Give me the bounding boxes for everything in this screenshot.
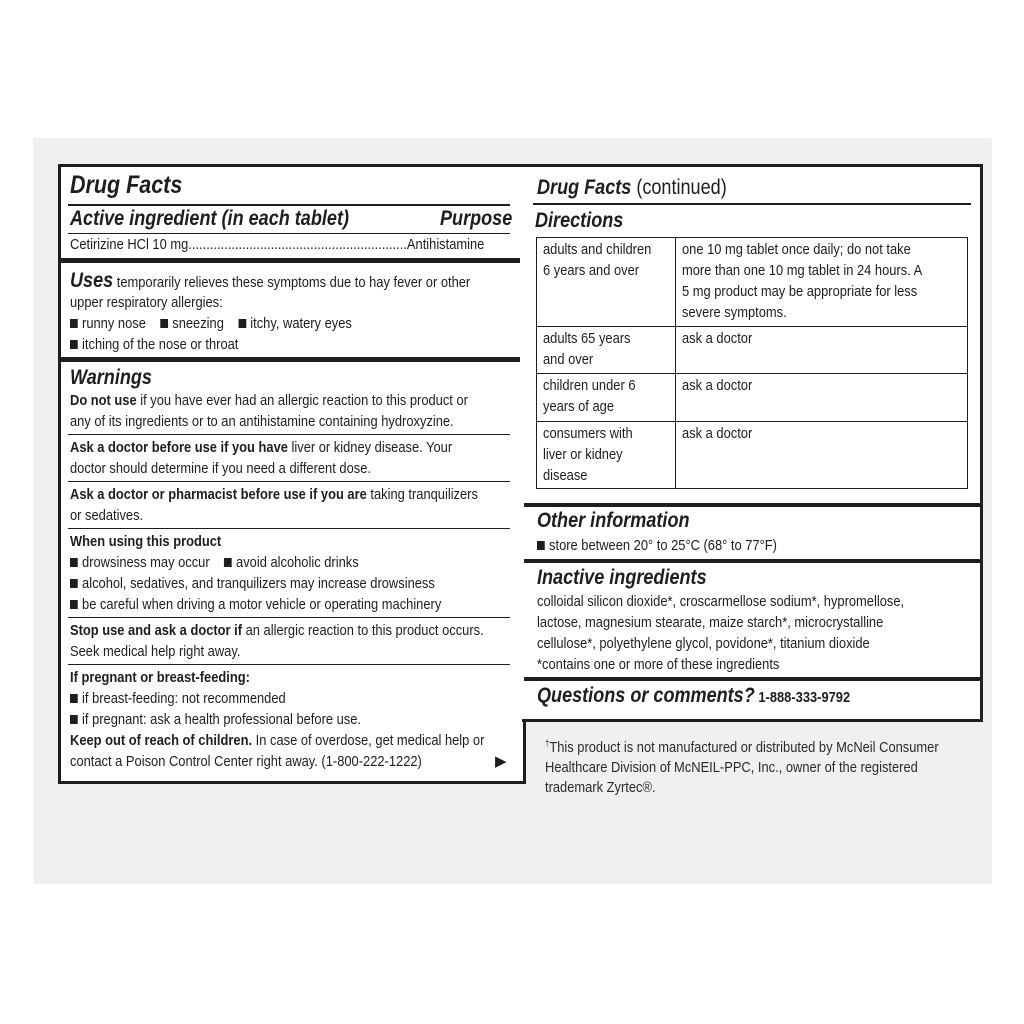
trademark-footnote: †This product is not manufactured or distributed by McNeil Consumer Healthcare Division of McNEIL-PPC, Inc., owner of the registered trademark Zyrtec®. bbox=[545, 738, 939, 796]
table-cell: adults 65 years and over bbox=[537, 327, 676, 374]
list-item: itching of the nose or throat bbox=[82, 336, 239, 353]
list-item: if pregnant: ask a health professional before use. bbox=[82, 711, 362, 728]
list-item: drowsiness may occur bbox=[82, 554, 210, 571]
list-item: alcohol, sedatives, and tranquilizers may increase drowsiness bbox=[82, 575, 435, 592]
uses-items-row bbox=[70, 313, 398, 334]
bullet-icon bbox=[70, 600, 78, 609]
ask-pharmacist-line-1: Ask a doctor or pharmacist before use if you are taking tranquilizers bbox=[70, 486, 478, 503]
title-rule bbox=[533, 203, 971, 205]
inactive-line-2: lactose, magnesium stearate, maize starch*, microcrystalline bbox=[537, 614, 884, 631]
uses-text: temporarily relieves these symptoms due to hay fever or other bbox=[113, 274, 471, 291]
when-using-row-1 bbox=[70, 552, 406, 573]
section-rule bbox=[524, 503, 980, 507]
warning-rule bbox=[68, 434, 510, 435]
uses-line-2: upper respiratory allergies: bbox=[70, 294, 223, 311]
table-row bbox=[537, 238, 968, 327]
section-rule bbox=[61, 258, 520, 263]
bullet-icon bbox=[70, 319, 78, 328]
when-using-heading: When using this product bbox=[70, 533, 222, 550]
bullet-icon bbox=[238, 319, 246, 328]
continued-title: Drug Facts (continued) bbox=[537, 176, 727, 199]
when-using-row-2 bbox=[70, 573, 494, 594]
stop-use-line-2: Seek medical help right away. bbox=[70, 643, 241, 660]
bullet-icon bbox=[70, 694, 78, 703]
bullet-icon bbox=[537, 541, 545, 550]
title-rule bbox=[68, 204, 510, 206]
bullet-icon bbox=[70, 715, 78, 724]
uses-heading: Uses bbox=[70, 269, 114, 292]
directions-table bbox=[536, 237, 968, 489]
questions-phone: 1-888-333-9792 bbox=[754, 689, 851, 706]
purpose-heading: Purpose bbox=[440, 207, 513, 230]
table-cell: ask a doctor bbox=[675, 422, 967, 489]
table-row bbox=[537, 327, 968, 374]
when-using-row-3 bbox=[70, 594, 502, 615]
section-rule bbox=[524, 677, 980, 681]
keep-out-line-2: contact a Poison Control Center right away. (1-800-222-1222) bbox=[70, 753, 422, 770]
pregnant-row-1 bbox=[70, 688, 321, 709]
bullet-icon bbox=[224, 558, 232, 567]
active-ingredient-line: Cetirizine HCl 10 mg.............................................................Antihistamine bbox=[70, 236, 485, 253]
other-info-heading: Other information bbox=[537, 509, 690, 532]
pregnant-row-2 bbox=[70, 709, 408, 730]
continue-arrow-icon: ▶ bbox=[495, 753, 507, 770]
list-item: itchy, watery eyes bbox=[250, 315, 352, 332]
warning-rule bbox=[68, 617, 510, 618]
list-item: sneezing bbox=[172, 315, 224, 332]
warning-rule bbox=[68, 528, 510, 529]
section-rule bbox=[61, 357, 520, 362]
inactive-heading: Inactive ingredients bbox=[537, 566, 707, 589]
directions-heading: Directions bbox=[535, 209, 624, 232]
drug-facts-title: Drug Facts bbox=[70, 171, 183, 199]
list-item: avoid alcoholic drinks bbox=[236, 554, 359, 571]
table-cell: children under 6 years of age bbox=[537, 374, 676, 422]
do-not-use-line-2: any of its ingredients or to an antihistamine containing hydroxyzine. bbox=[70, 413, 454, 430]
questions-heading: Questions or comments? bbox=[537, 684, 755, 707]
questions-line bbox=[537, 684, 901, 708]
list-item: if breast-feeding: not recommended bbox=[82, 690, 286, 707]
section-rule bbox=[524, 559, 980, 563]
bullet-icon bbox=[70, 340, 78, 349]
table-cell: adults and children 6 years and over bbox=[537, 238, 676, 327]
inactive-line-3: cellulose*, polyethylene glycol, povidone*, titanium dioxide bbox=[537, 635, 870, 652]
keep-out-line-1: Keep out of reach of children. In case of overdose, get medical help or bbox=[70, 732, 485, 749]
ask-doctor-line-2: doctor should determine if you need a different dose. bbox=[70, 460, 371, 477]
table-cell: ask a doctor bbox=[675, 327, 967, 374]
pregnant-heading: If pregnant or breast-feeding: bbox=[70, 669, 250, 686]
bullet-icon bbox=[70, 579, 78, 588]
other-info-text: store between 20° to 25°C (68° to 77°F) bbox=[549, 537, 777, 554]
other-info-line bbox=[537, 535, 816, 556]
do-not-use-line-1: Do not use if you have ever had an allergic reaction to this product or bbox=[70, 392, 468, 409]
active-ingredient-heading: Active ingredient (in each tablet) bbox=[70, 207, 349, 230]
inactive-line-1: colloidal silicon dioxide*, croscarmellose sodium*, hypromellose, bbox=[537, 593, 905, 610]
list-item: runny nose bbox=[82, 315, 146, 332]
table-cell: consumers with liver or kidney disease bbox=[537, 422, 676, 489]
table-row bbox=[537, 422, 968, 489]
table-cell: one 10 mg tablet once daily; do not take more than one 10 mg tablet in 24 hours. A 5 mg product may be appropriate for less severe symptoms. bbox=[675, 238, 967, 327]
uses-item-row-2 bbox=[70, 334, 266, 355]
bullet-icon bbox=[70, 558, 78, 567]
bullet-icon bbox=[160, 319, 168, 328]
warnings-heading: Warnings bbox=[70, 366, 152, 389]
table-row bbox=[537, 374, 968, 422]
table-cell: ask a doctor bbox=[675, 374, 967, 422]
uses-line-1 bbox=[70, 270, 535, 293]
warning-rule bbox=[68, 481, 510, 482]
inactive-footnote: *contains one or more of these ingredients bbox=[537, 656, 780, 673]
list-item: be careful when driving a motor vehicle or operating machinery bbox=[82, 596, 442, 613]
ask-doctor-line-1: Ask a doctor before use if you have liver or kidney disease. Your bbox=[70, 439, 453, 456]
warning-rule bbox=[68, 664, 510, 665]
stop-use-line-1: Stop use and ask a doctor if an allergic reaction to this product occurs. bbox=[70, 622, 484, 639]
ask-pharmacist-line-2: or sedatives. bbox=[70, 507, 144, 524]
